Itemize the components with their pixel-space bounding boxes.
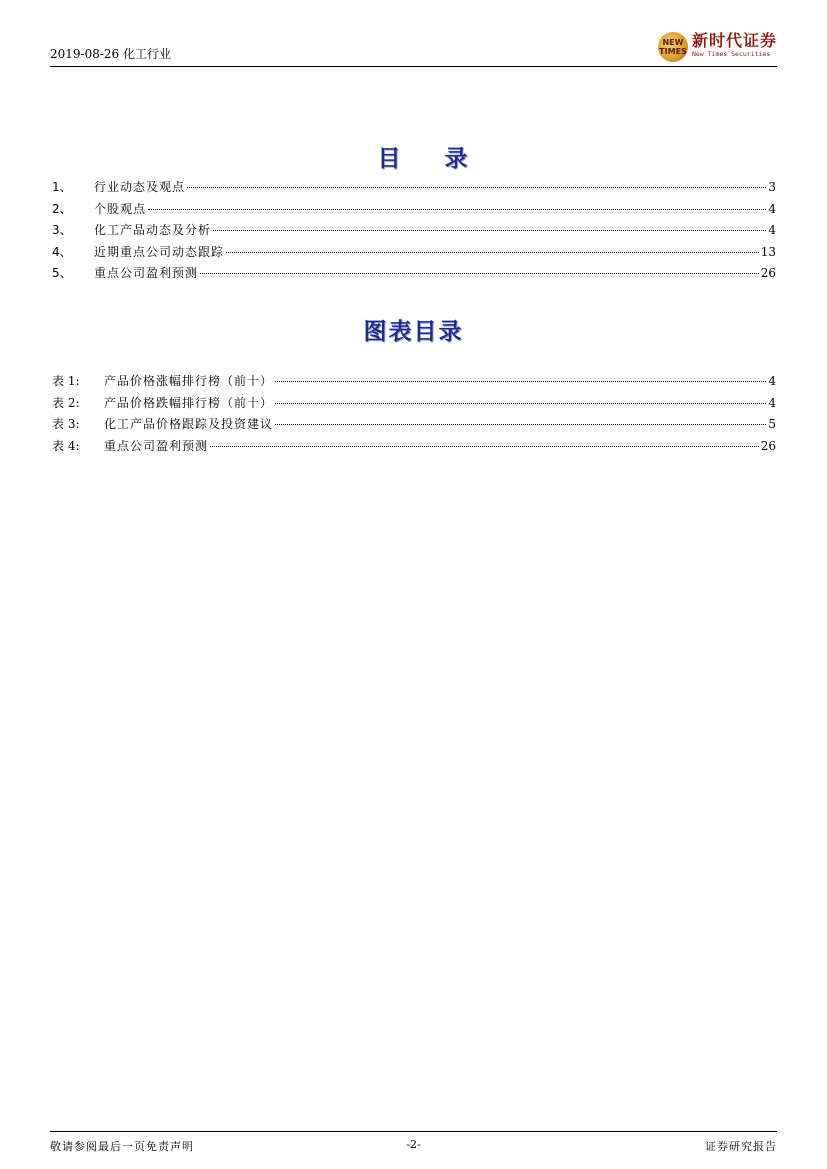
toc-entry-page: 3: [768, 180, 776, 194]
footer-page-number: -2-: [406, 1138, 421, 1151]
toc-entry[interactable]: [52, 178, 776, 200]
toc-entry[interactable]: [52, 221, 776, 243]
toc-entry-number: 2、: [52, 201, 72, 216]
toc-entry-label: 近期重点公司动态跟踪: [94, 244, 225, 259]
figure-entry-label: 产品价格涨幅排行榜（前十）: [104, 374, 274, 388]
logo-english-name: New Times Securities: [691, 50, 771, 58]
footer-disclaimer-note: 敬请参阅最后一页免责声明: [50, 1140, 194, 1153]
figure-entry-label: 重点公司盈利预测: [104, 438, 209, 453]
logo-chinese-name: 新时代证券: [691, 31, 777, 50]
toc-entry-page: 4: [768, 223, 776, 237]
toc-entry-page: 13: [760, 244, 776, 259]
toc-entry[interactable]: [52, 243, 776, 265]
figure-entry-page: 26: [760, 438, 776, 453]
toc-title: 目 录: [377, 146, 486, 172]
toc-entry-number: 3、: [52, 223, 72, 237]
dot-leader: [187, 187, 766, 188]
toc-entry-label: 重点公司盈利预测: [94, 266, 199, 280]
dot-leader: [275, 424, 766, 425]
dot-leader: [275, 403, 766, 404]
figure-entry[interactable]: [52, 394, 776, 416]
toc-entry-number: 1、: [52, 180, 72, 194]
figure-entry-number: 表 1:: [52, 374, 80, 388]
dot-leader: [213, 230, 766, 231]
toc-entry-page: 26: [760, 266, 776, 280]
dot-leader: [226, 252, 759, 253]
figure-entry-label: 化工产品价格跟踪及投资建议: [104, 417, 274, 431]
figure-entry-label: 产品价格跌幅排行榜（前十）: [104, 395, 274, 410]
toc-entry[interactable]: [52, 200, 776, 222]
figure-entry-number: 表 4:: [52, 438, 80, 453]
figure-entry-number: 表 3:: [52, 417, 80, 431]
toc-entry-number: 5、: [52, 266, 72, 280]
toc-entry[interactable]: [52, 264, 776, 286]
dot-leader: [210, 446, 759, 447]
figure-entry[interactable]: [52, 415, 776, 437]
toc-entry-label: 个股观点: [94, 201, 147, 216]
figures-list: [52, 372, 776, 458]
figure-entry-page: 4: [768, 395, 776, 410]
dot-leader: [275, 381, 766, 382]
toc-entry-number: 4、: [52, 244, 72, 259]
footer-report-type: 证券研究报告: [705, 1140, 777, 1153]
dot-leader: [148, 209, 766, 210]
header-date-industry: 2019-08-26 化工行业: [50, 47, 172, 61]
figure-entry[interactable]: [52, 372, 776, 394]
toc-entry-page: 4: [768, 201, 776, 216]
dot-leader: [200, 273, 759, 274]
toc-entry-label: 行业动态及观点: [94, 180, 186, 194]
figure-entry-page: 4: [768, 374, 776, 388]
toc-list: [52, 178, 776, 286]
figures-title: 图表目录: [363, 319, 464, 345]
figure-entry-page: 5: [768, 417, 776, 431]
figure-entry[interactable]: [52, 437, 776, 459]
figure-entry-number: 表 2:: [52, 395, 80, 410]
logo-emblem-icon: NEW TIMES: [658, 32, 688, 62]
page-header: [50, 32, 777, 67]
company-logo: [658, 32, 777, 64]
page-footer: [50, 1131, 777, 1154]
toc-entry-label: 化工产品动态及分析: [94, 223, 212, 237]
